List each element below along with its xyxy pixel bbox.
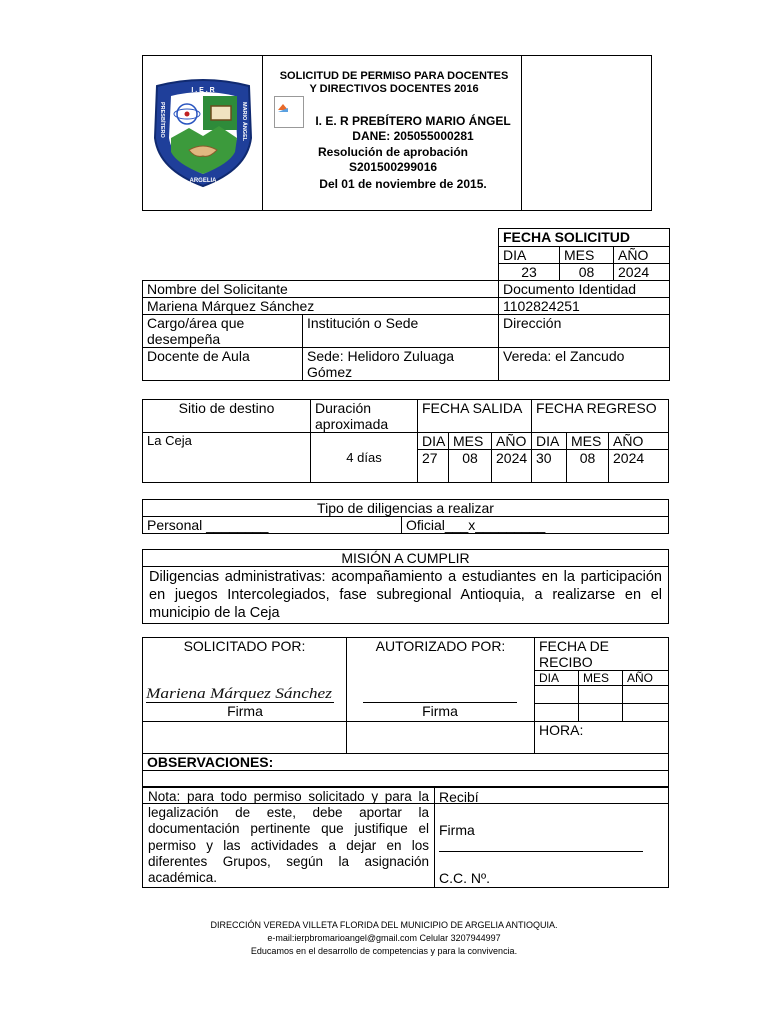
institution-label: Institución o Sede	[303, 315, 499, 348]
received-day-cell	[535, 686, 579, 704]
applicant-name-label: Nombre del Solicitante	[143, 281, 499, 298]
receipt-signature-line	[439, 851, 643, 852]
school-logo	[149, 78, 257, 188]
logo-text-left: PRESBÍTERO	[159, 102, 165, 138]
received-month-label: MES	[579, 671, 623, 686]
observations-label: OBSERVACIONES:	[143, 754, 669, 771]
destination-label: Sitio de destino	[143, 400, 311, 433]
id-value: 1102824251	[499, 298, 670, 315]
errand-official: Oficial___x_________	[402, 517, 669, 534]
address-label: Dirección	[499, 315, 670, 348]
signature-name: Mariena Márquez Sánchez	[144, 686, 333, 702]
departure-year-value: 2024	[492, 450, 532, 483]
duration-label: Duración aproximada	[311, 400, 418, 433]
request-date-title: FECHA SOLICITUD	[499, 229, 670, 247]
receipt-id-label: C.C. Nº.	[439, 870, 491, 886]
departure-day-label: DIA	[418, 433, 449, 450]
mission-table	[142, 549, 669, 624]
header-box	[142, 55, 652, 211]
institution-value: Sede: Helidoro Zuluaga Gómez	[303, 348, 499, 381]
received-year-cell-2	[623, 704, 669, 722]
form-title-line1: SOLICITUD DE PERMISO PARA DOCENTES	[279, 70, 509, 82]
received-month-cell-2	[579, 704, 623, 722]
departure-month-value: 08	[449, 450, 492, 483]
return-day-value: 30	[532, 450, 567, 483]
errand-personal: Personal ________	[143, 517, 402, 534]
return-month-label: MES	[567, 433, 609, 450]
hour-label: HORA:	[535, 722, 669, 754]
signature-label-2: Firma	[422, 703, 458, 719]
header-divider-left	[262, 56, 263, 210]
errands-table	[142, 499, 669, 534]
trip-table	[142, 399, 669, 483]
resolution-date: Del 01 de noviembre de 2015.	[319, 177, 487, 191]
institution-name: I. E. R PREBÍTERO MARIO ÁNGEL	[315, 114, 511, 128]
role-label: Cargo/área que desempeña	[143, 315, 303, 348]
departure-year-label: AÑO	[492, 433, 532, 450]
id-label: Documento Identidad	[499, 281, 670, 298]
return-month-value: 08	[567, 450, 609, 483]
applicant-name-value: Mariena Márquez Sánchez	[143, 298, 499, 315]
mission-text: Diligencias administrativas: acompañamiento a estudiantes en la participación en juegos Intercolegiados, fase subregional Antioquia, a realizarse en el municipio de la Ceja	[143, 567, 669, 624]
resolution-label: Resolución de aprobación	[317, 145, 469, 159]
received-label: Recibí	[439, 789, 479, 805]
authorized-by-label: AUTORIZADO POR:	[375, 638, 506, 654]
departure-date-label: FECHA SALIDA	[418, 400, 532, 433]
signature-label-1: Firma	[227, 703, 263, 719]
note-table	[142, 787, 669, 888]
footer-contact: e-mail:ierpbromarioangel@gmail.com Celular 3207944997	[267, 933, 501, 943]
departure-month-label: MES	[449, 433, 492, 450]
duration-value: 4 días	[311, 433, 418, 483]
applicant-table	[142, 228, 670, 381]
footer-motto: Educamos en el desarrollo de competencias y para la convivencia.	[250, 946, 518, 956]
note-text: Nota: para todo permiso solicitado y para la legalización de este, debe aportar la documentación pertinente que justifique el permiso y las actividades a dejar en los diferentes Grupos, según la asignación académica.	[143, 788, 435, 888]
return-year-value: 2024	[609, 450, 669, 483]
received-day-label: DIA	[535, 671, 579, 686]
request-month-value: 08	[560, 264, 614, 281]
dane-code: DANE: 205055000281	[352, 129, 474, 143]
errands-title: Tipo de diligencias a realizar	[143, 500, 669, 517]
footer-address: DIRECCIÓN VEREDA VILLETA FLORIDA DEL MUNICIPIO DE ARGELIA ANTIOQUIA.	[210, 920, 558, 930]
logo-text-top: I . E . R	[191, 87, 215, 94]
return-date-label: FECHA REGRESO	[532, 400, 669, 433]
received-year-cell	[623, 686, 669, 704]
received-date-label: FECHA DE RECIBO	[535, 638, 669, 671]
role-value: Docente de Aula	[143, 348, 303, 381]
departure-day-value: 27	[418, 450, 449, 483]
approval-table	[142, 637, 669, 804]
received-day-cell-2	[535, 704, 579, 722]
applicant-signature	[144, 680, 336, 704]
logo-text-right: MARIO ÁNGEL	[241, 102, 247, 142]
receipt-cell	[435, 788, 669, 888]
received-year-label: AÑO	[623, 671, 669, 686]
logo-text-bottom: ARGELIA	[189, 178, 217, 184]
return-year-label: AÑO	[609, 433, 669, 450]
received-month-cell	[579, 686, 623, 704]
mission-title: MISIÓN A CUMPLIR	[143, 550, 669, 567]
resolution-number: S201500299016	[348, 160, 438, 174]
request-day-value: 23	[499, 264, 560, 281]
request-day-label: DIA	[499, 247, 560, 264]
observations-line-1	[143, 771, 669, 787]
request-year-value: 2024	[614, 264, 670, 281]
receipt-signature-label: Firma	[439, 822, 475, 838]
request-year-label: AÑO	[614, 247, 670, 264]
requested-by-label: SOLICITADO POR:	[183, 638, 306, 654]
address-value: Vereda: el Zancudo	[499, 348, 670, 381]
return-day-label: DIA	[532, 433, 567, 450]
request-month-label: MES	[560, 247, 614, 264]
form-title-line2: Y DIRECTIVOS DOCENTES 2016	[309, 83, 479, 95]
destination-value: La Ceja	[143, 433, 311, 483]
